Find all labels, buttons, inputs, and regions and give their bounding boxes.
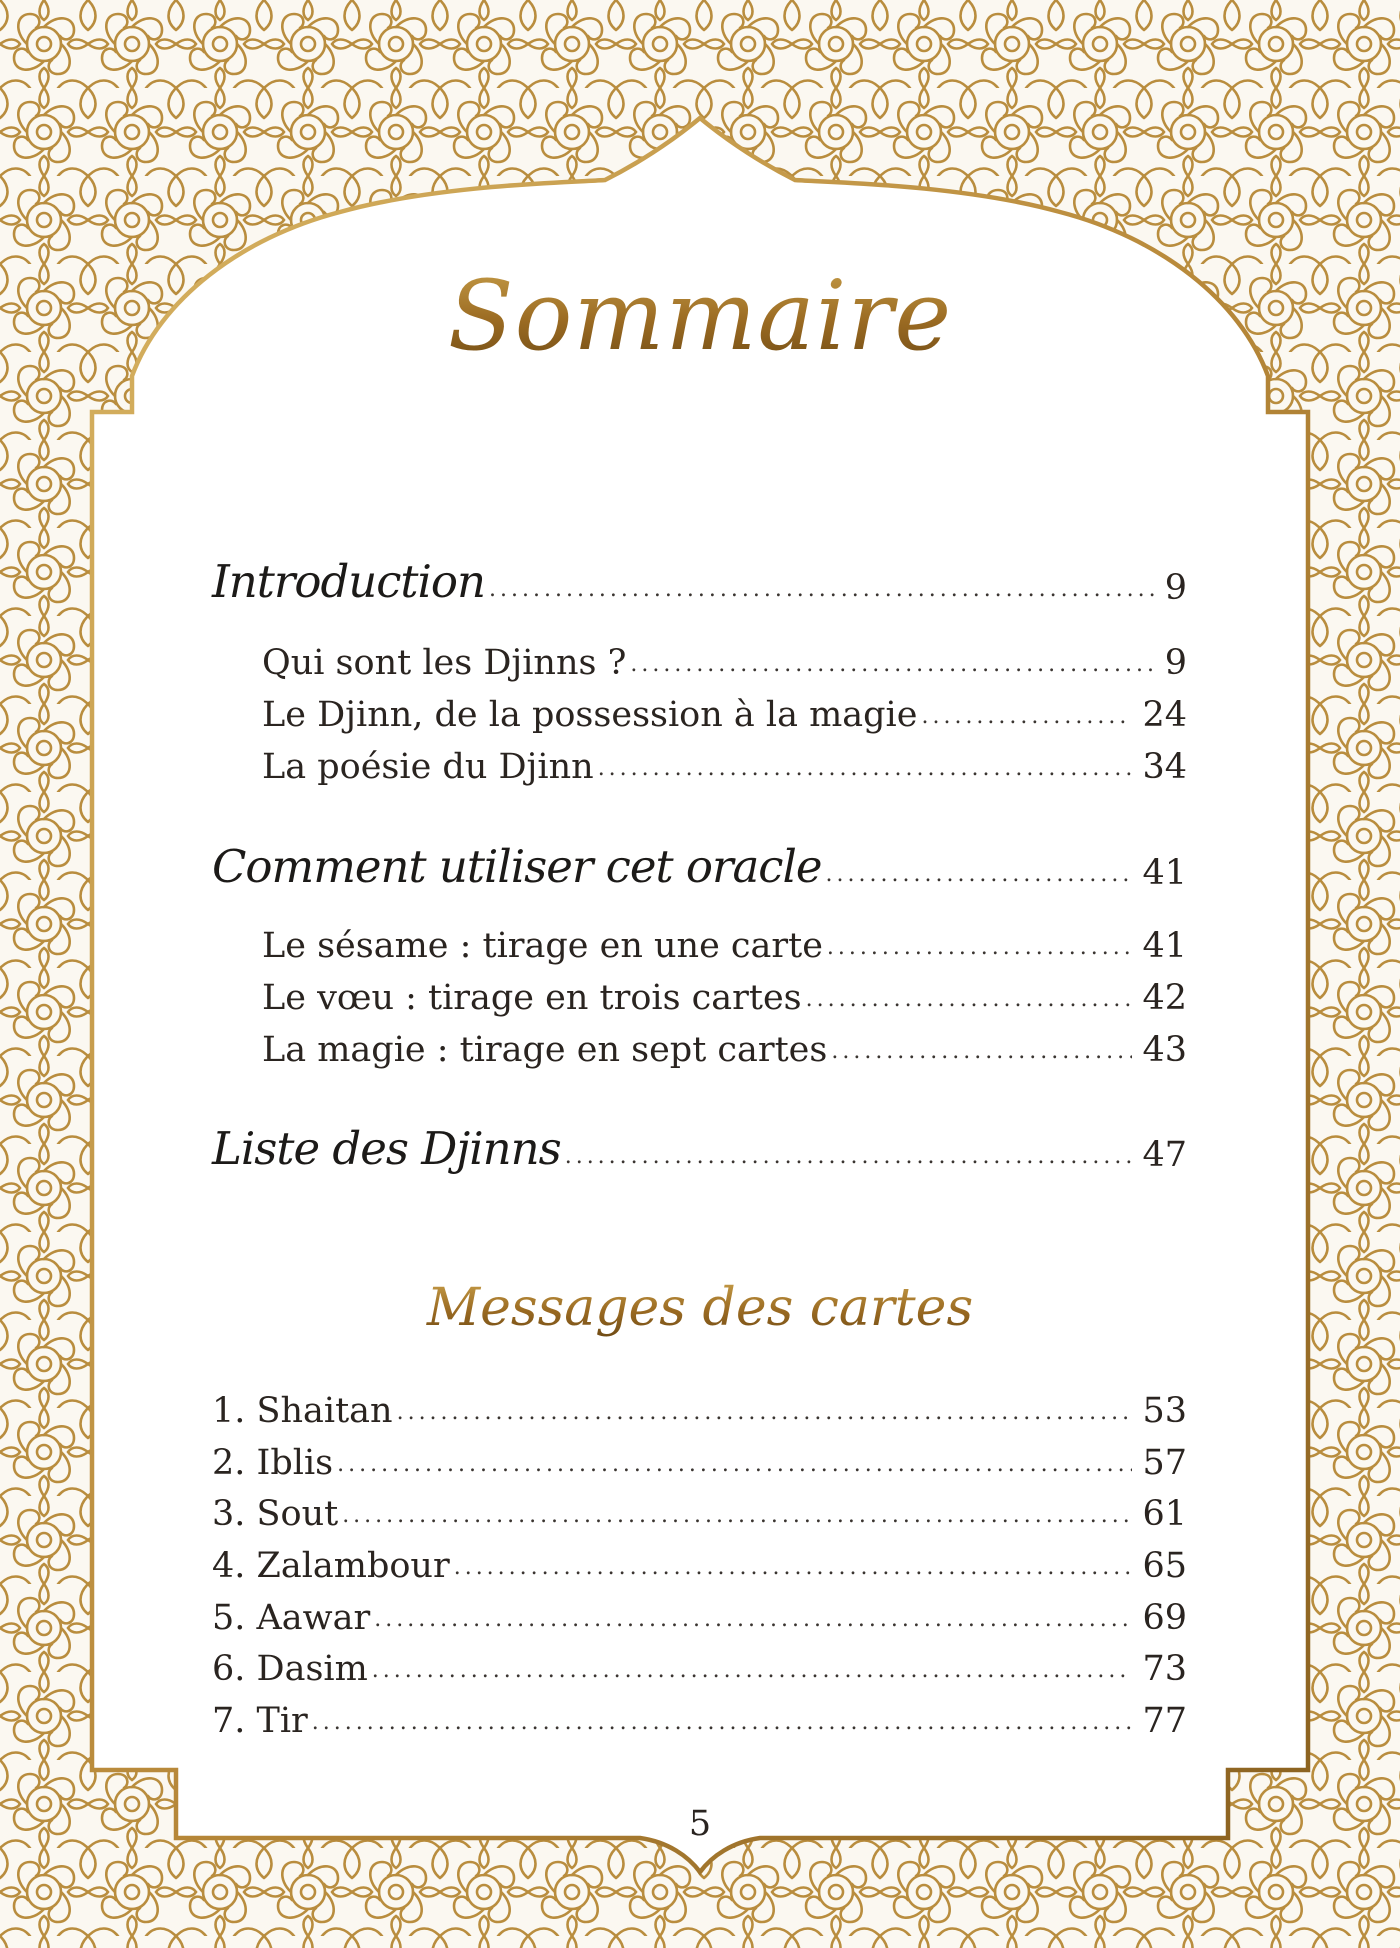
card-entry[interactable] <box>212 1701 1187 1741</box>
page-number: 24 <box>1142 695 1187 735</box>
dot-leader <box>826 862 1133 893</box>
card-label: 4. Zalambour <box>212 1546 450 1586</box>
card-entry[interactable] <box>212 1598 1187 1638</box>
toc-entry[interactable] <box>262 747 1187 787</box>
toc-entry[interactable] <box>262 695 1187 735</box>
dot-leader <box>630 652 1154 683</box>
dot-leader <box>342 1503 1132 1534</box>
section-label: Comment utiliser cet oracle <box>212 840 822 893</box>
page-number: 41 <box>1142 853 1187 893</box>
dot-leader <box>337 1452 1132 1483</box>
dot-leader <box>806 987 1133 1018</box>
dot-leader <box>372 1658 1133 1689</box>
entry-label: Qui sont les Djinns ? <box>262 643 627 683</box>
dot-leader <box>565 1144 1133 1175</box>
card-label: 7. Tir <box>212 1701 308 1741</box>
dot-leader <box>374 1607 1132 1638</box>
toc-section-djinns[interactable] <box>212 1122 1187 1175</box>
card-entry[interactable] <box>212 1443 1187 1483</box>
card-label: 6. Dasim <box>212 1649 368 1689</box>
toc-entry[interactable] <box>262 926 1187 966</box>
page-number: 57 <box>1142 1443 1187 1483</box>
entry-label: La magie : tirage en sept cartes <box>262 1030 828 1070</box>
page-number: 47 <box>1142 1135 1187 1175</box>
entry-label: La poésie du Djinn <box>262 747 594 787</box>
page-number: 9 <box>1164 568 1187 608</box>
page-number: 53 <box>1142 1391 1187 1431</box>
toc-entry[interactable] <box>262 643 1187 683</box>
toc-section-oracle[interactable] <box>212 840 1187 893</box>
dot-leader <box>312 1710 1133 1741</box>
dot-leader <box>454 1555 1133 1586</box>
cards-section-title: Messages des cartes <box>0 1278 1400 1338</box>
entry-label: Le Djinn, de la possession à la magie <box>262 695 918 735</box>
page-number: 43 <box>1142 1030 1187 1070</box>
section-label: Introduction <box>212 555 485 608</box>
entry-label: Le sésame : tirage en une carte <box>262 926 823 966</box>
page-folio: 5 <box>688 1804 712 1844</box>
page-number: 42 <box>1142 978 1187 1018</box>
page-title: Sommaire <box>0 260 1400 372</box>
dot-leader <box>921 704 1132 735</box>
page-number: 61 <box>1142 1494 1187 1534</box>
toc-entry[interactable] <box>262 1030 1187 1070</box>
page-number: 69 <box>1142 1598 1187 1638</box>
page-number: 9 <box>1164 643 1187 683</box>
entry-label: Le vœu : tirage en trois cartes <box>262 978 802 1018</box>
page-number: 34 <box>1142 747 1187 787</box>
dot-leader <box>598 756 1133 787</box>
toc-entry[interactable] <box>262 978 1187 1018</box>
dot-leader <box>489 577 1155 608</box>
dot-leader <box>397 1400 1133 1431</box>
card-label: 1. Shaitan <box>212 1391 393 1431</box>
page-number: 77 <box>1142 1701 1187 1741</box>
card-label: 5. Aawar <box>212 1598 371 1638</box>
card-entry[interactable] <box>212 1494 1187 1534</box>
card-label: 3. Sout <box>212 1494 339 1534</box>
page-number: 41 <box>1142 926 1187 966</box>
card-entry[interactable] <box>212 1649 1187 1689</box>
page-number: 65 <box>1142 1546 1187 1586</box>
dot-leader <box>827 935 1133 966</box>
card-entry[interactable] <box>212 1546 1187 1586</box>
section-label: Liste des Djinns <box>212 1122 561 1175</box>
card-label: 2. Iblis <box>212 1443 334 1483</box>
page-number: 73 <box>1142 1649 1187 1689</box>
toc-section-introduction[interactable] <box>212 555 1187 608</box>
dot-leader <box>831 1039 1132 1070</box>
card-entry[interactable] <box>212 1391 1187 1431</box>
